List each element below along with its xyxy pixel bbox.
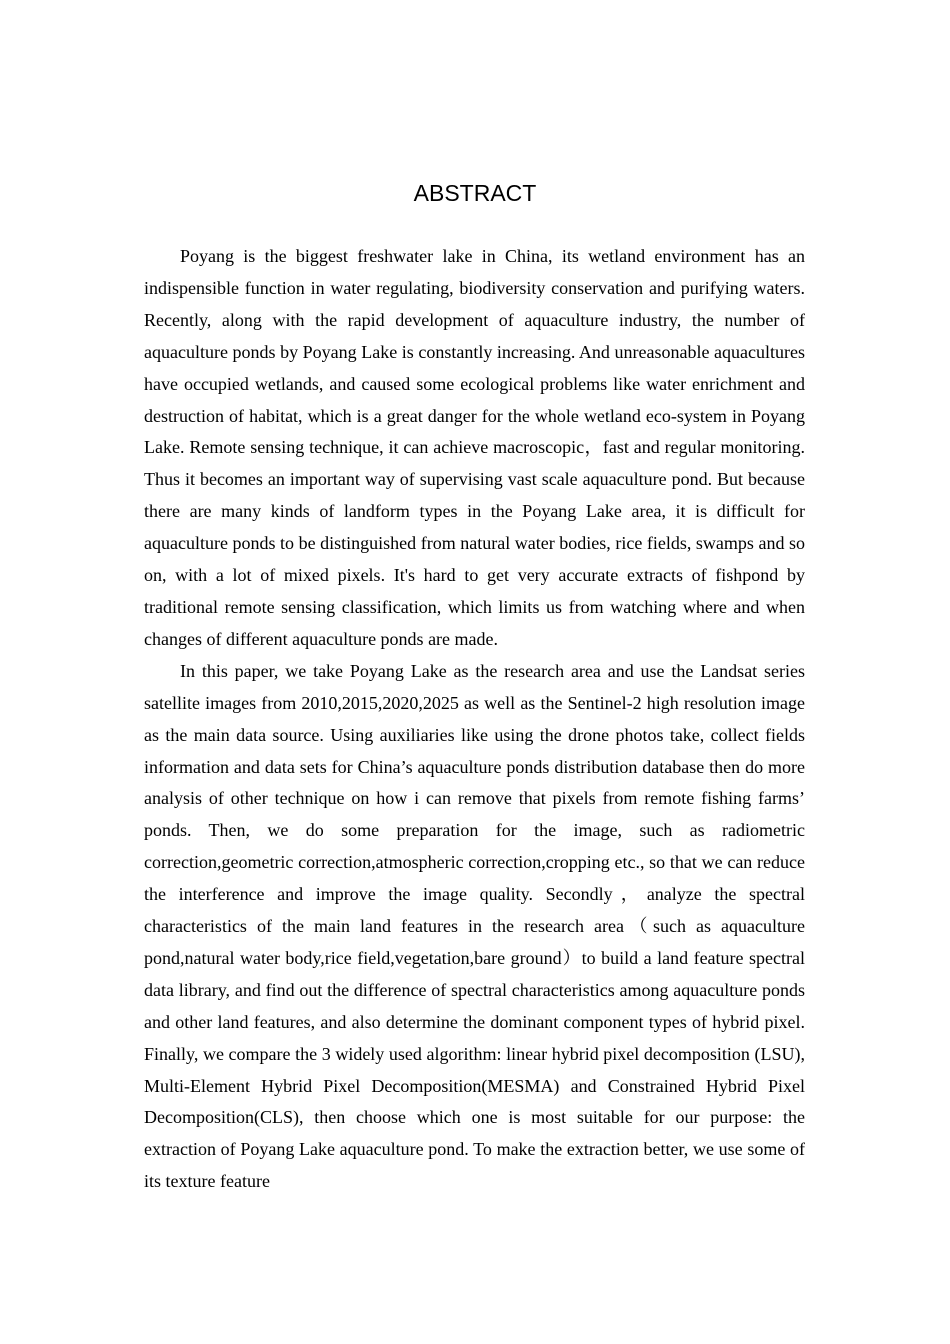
- abstract-title: ABSTRACT: [413, 180, 537, 206]
- abstract-paragraph-2: In this paper, we take Poyang Lake as the research area and use the Landsat series satellite images from 2010,2015,2020,2025 as well as the Sentinel-2 high resolution image as the main data source. Using auxiliaries like using the drone photos take, collect fields information and data sets for China’s aquaculture ponds distribution database then do more analysis of other technique on how i can remove that pixels from remote fishing farms’ ponds. Then, we do some preparation for the image, such as radiometric correction,geometric correction,atmospheric correction,cropping etc., so that we can reduce the interference and improve the image quality. Secondly，analyze the spectral characteristics of the main land features in the research area（such as aquaculture pond,natural water body,rice field,vegetation,bare ground）to build a land feature spectral data library, and find out the difference of spectral characteristics among aquaculture ponds and other land features, and also determine the dominant component types of hybrid pixel. Finally, we compare the 3 widely used algorithm: linear hybrid pixel decomposition (LSU), Multi-Element Hybrid Pixel Decomposition(MESMA) and Constrained Hybrid Pixel Decomposition(CLS), then choose which one is most suitable for our purpose: the extraction of Poyang Lake aquaculture pond. To make the extraction better, we use some of its texture feature: [144, 660, 805, 1192]
- abstract-paragraph-1: Poyang is the biggest freshwater lake in China, its wetland environment has an indispensible function in water regulating, biodiversity conservation and purifying waters. Recently, along with the rapid development of aquaculture industry, the number of aquaculture ponds by Poyang Lake is constantly increasing. And unreasonable aquacultures have occupied wetlands, and caused some ecological problems like water enrichment and destruction of habitat, which is a great danger for the whole wetland eco-system in Poyang Lake. Remote sensing technique, it can achieve macroscopic，fast and regular monitoring. Thus it becomes an important way of supervising vast scale aquaculture pond. But because there are many kinds of landform types in the Poyang Lake area, it is difficult for aquaculture ponds to be distinguished from natural water bodies, rice fields, swamps and so on, with a lot of mixed pixels. It's hard to get very accurate extracts of fishpond by traditional remote sensing classification, which limits us from watching where and when changes of different aquaculture ponds are made.: [144, 246, 805, 649]
- abstract-body: [144, 241, 805, 1198]
